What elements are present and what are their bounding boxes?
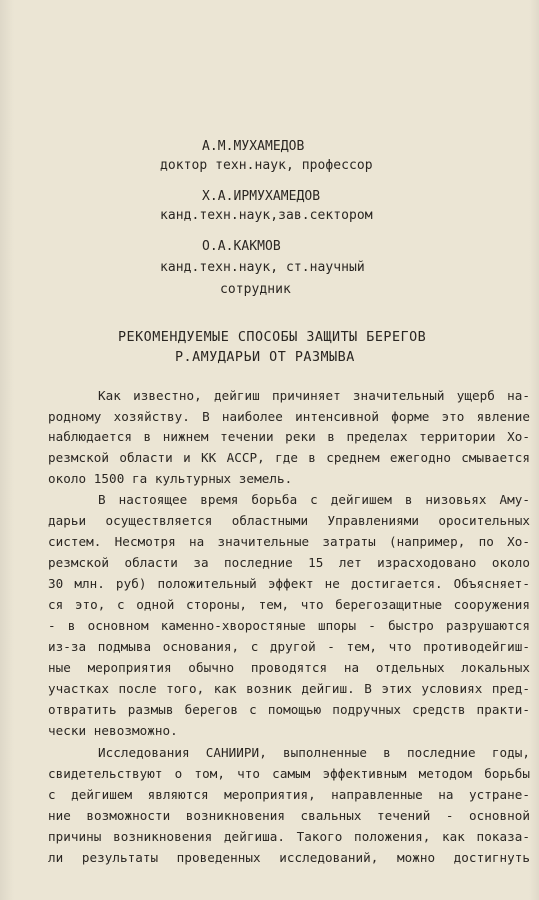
body-line: систем. Несмотря на значительные затраты (например, по Хо- (48, 534, 530, 549)
body-line: свидетельствуют о том, что самым эффективным методом борьбы (48, 766, 530, 781)
body-line: - в основном каменно-хворостяные шпоры - быстро разрушаются (48, 618, 530, 633)
body-line: ные мероприятия обычно проводятся на отдельных локальных (48, 660, 530, 675)
article-title-line-1: РЕКОМЕНДУЕМЫЕ СПОСОБЫ ЗАЩИТЫ БЕРЕГОВ (118, 330, 427, 345)
author-3-title: канд.техн.наук, ст.научный (160, 260, 365, 275)
body-line: родному хозяйству. В наиболее интенсивной форме это явление (48, 409, 530, 424)
body-line: ся это, с одной стороны, тем, что берегозащитные сооружения (48, 597, 530, 612)
body-line: причины возникновения дейгиша. Такого положения, как показа- (48, 829, 530, 844)
body-line: резмской области и КК АССР, где в среднем ежегодно смывается (48, 450, 530, 465)
body-line: В настоящее время борьба с дейгишем в низовьях Аму- (98, 492, 530, 507)
body-line: около 1500 га культурных земель. (48, 471, 293, 486)
body-line: резмской области за последние 15 лет израсходовано около (48, 555, 530, 570)
body-line: с дейгишем являются мероприятия, направленные на устране- (48, 787, 530, 802)
body-line: Как известно, дейгиш причиняет значительный ущерб на- (98, 388, 530, 403)
body-line: дарьи осуществляется областными Управлениями оросительных (48, 513, 530, 528)
body-line: ли результаты проведенных исследований, можно достигнуть (48, 850, 530, 865)
body-line: отвратить размыв берегов с помощью подручных средств практи- (48, 702, 530, 717)
author-1-title: доктор техн.наук, профессор (160, 158, 373, 173)
body-line: из-за подмыва основания, с другой - тем, что противодейгиш- (48, 639, 530, 654)
article-title-line-2: Р.АМУДАРЬИ ОТ РАЗМЫВА (175, 350, 355, 365)
author-3-name: О.А.КАКМОВ (202, 239, 281, 254)
body-line: наблюдается в нижнем течении реки в пределах территории Хо- (48, 429, 530, 444)
author-3-title-cont: сотрудник (220, 282, 291, 297)
body-line: ние возможности возникновения свальных течений - основной (48, 808, 530, 823)
body-line: Исследования САНИИРИ, выполненные в последние годы, (98, 745, 530, 760)
author-2-title: канд.техн.наук,зав.сектором (160, 208, 373, 223)
body-line: 30 млн. руб) положительный эффект не достигается. Объясняет- (48, 576, 530, 591)
author-2-name: Х.А.ИРМУХАМЕДОВ (202, 189, 321, 204)
author-1-name: А.М.МУХАМЕДОВ (202, 139, 305, 154)
body-line: чески невозможно. (48, 723, 178, 738)
body-line: участках после того, как возник дейгиш. В этих условиях пред- (48, 681, 530, 696)
